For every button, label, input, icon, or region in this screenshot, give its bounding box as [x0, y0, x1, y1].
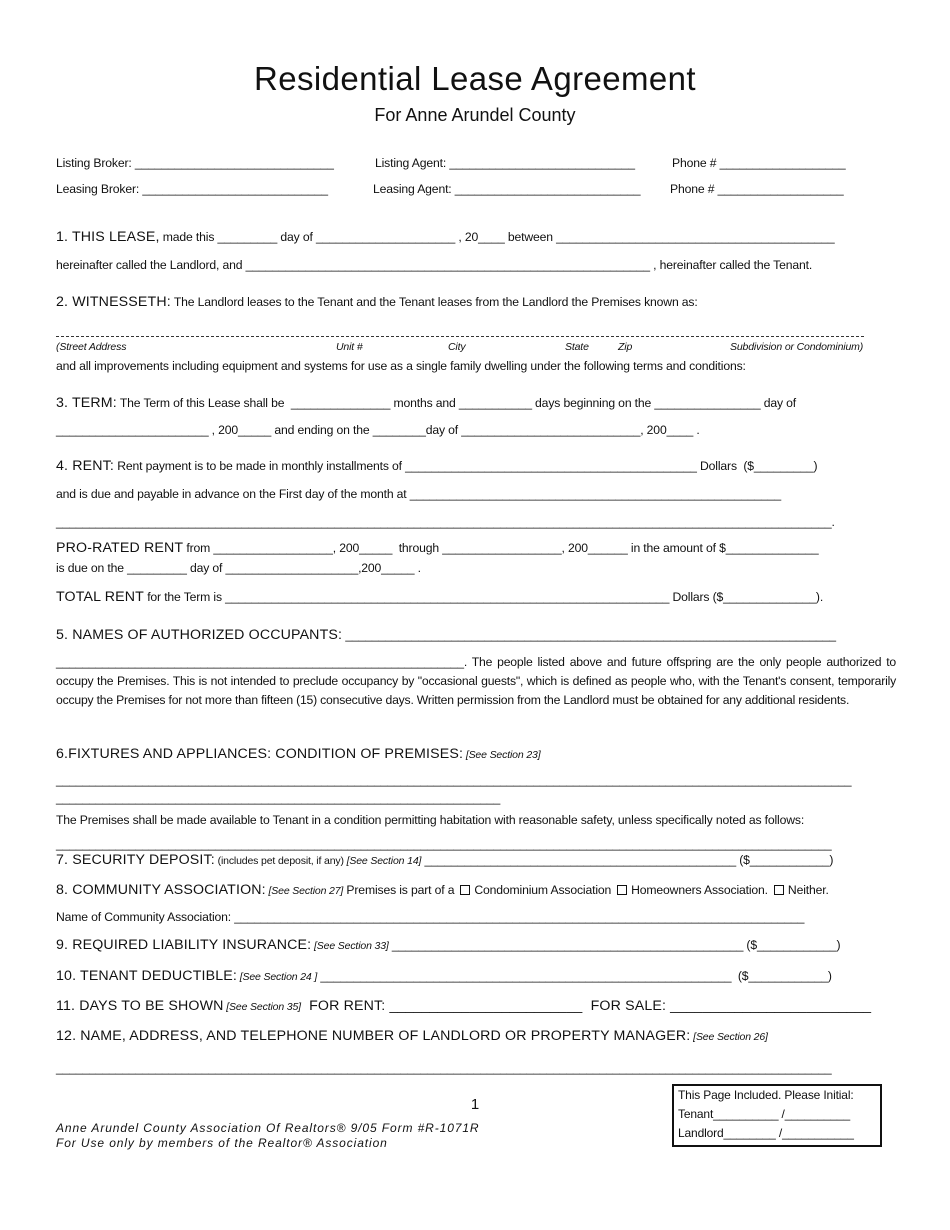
neither-checkbox[interactable] — [774, 885, 784, 895]
for-rent-field: FOR RENT: ________________________ — [300, 998, 583, 1014]
prorated-line-1[interactable] — [56, 541, 819, 555]
section-6-heading: 6.FIXTURES AND APPLIANCES: CONDITION OF PREMISES: — [56, 746, 464, 762]
section-3-heading: 3. TERM: — [56, 395, 117, 411]
section-10-field: ______________________________________________________________ ($____________) — [317, 969, 832, 983]
premises-address-line[interactable] — [56, 336, 864, 337]
total-rent-heading: TOTAL RENT — [56, 589, 144, 605]
neither-label: Neither. — [787, 883, 829, 897]
tenant-initials-field[interactable]: Tenant__________ /__________ — [678, 1107, 850, 1121]
section-2-text: The Landlord leases to the Tenant and the Tenant leases from the Landlord the Premises known as: — [170, 295, 698, 309]
section-10-heading: 10. TENANT DEDUCTIBLE: — [56, 968, 237, 984]
section-11-heading: 11. DAYS TO BE SHOWN — [56, 998, 224, 1014]
section-4-line-1[interactable] — [56, 459, 817, 473]
for-sale-field: FOR SALE: _________________________ — [582, 998, 872, 1014]
section-5-paragraph: ______________________________________________________________. The people listed above and future offspring are the only people authorized to occupy the Premises. This is not intended to preclude occupancy by "occasional guests", which is defined as people who, with the Tenant's consent, temporarily occupy the Premises for not more than fifteen (15) consecutive days. Written permission from the Landlord must be obtained for any additional residents. — [56, 655, 896, 707]
listing-phone-field[interactable]: Phone # ___________________ — [672, 156, 846, 170]
leasing-broker-field[interactable]: Leasing Broker: ____________________________ — [56, 182, 328, 196]
section-4-line-2[interactable]: and is due and payable in advance on the First day of the month at ________________________________________________________ — [56, 487, 781, 501]
section-9-heading: 9. REQUIRED LIABILITY INSURANCE: — [56, 937, 312, 953]
section-1-line-2[interactable]: hereinafter called the Landlord, and _____________________________________________________________ , hereinafter called the Tenant. — [56, 258, 813, 272]
section-10-ref: [See Section 24 ] — [236, 971, 318, 983]
section-4-heading: 4. RENT: — [56, 458, 114, 474]
initials-title: This Page Included. Please Initial: — [678, 1088, 854, 1102]
section-6-line-2[interactable]: ___________________________________________________________________ — [56, 791, 501, 805]
leasing-phone-field[interactable]: Phone # ___________________ — [670, 182, 844, 196]
prorated-text: from __________________, 200_____ through __________________, 200______ in the amount of $______________ — [183, 541, 819, 555]
section-8-text: Premises is part of a — [343, 883, 455, 897]
section-8-line — [56, 883, 829, 897]
prorated-line-2[interactable]: is due on the _________ day of ____________________,200_____ . — [56, 561, 421, 575]
section-12-line[interactable]: _____________________________________________________________________________________________________________________ — [56, 1061, 832, 1075]
section-6-heading-line — [56, 747, 540, 761]
condominium-checkbox[interactable] — [460, 885, 470, 895]
label-zip: Zip — [618, 341, 633, 353]
section-11-ref: [See Section 35] — [223, 1001, 301, 1013]
total-rent-text: for the Term is ___________________________________________________________________ Dollars ($______________). — [143, 590, 824, 604]
section-2-after: and all improvements including equipment and systems for use as a single family dwelling under the following terms and conditions: — [56, 359, 746, 373]
section-7-note: (includes pet deposit, if any) — [214, 855, 344, 867]
total-rent-line[interactable] — [56, 590, 823, 604]
section-8-ref: [See Section 27] — [265, 885, 344, 897]
section-4-text: Rent payment is to be made in monthly installments of ____________________________________________ Dollars ($_________) — [113, 459, 818, 473]
section-10-line[interactable] — [56, 969, 832, 983]
section-5-text: __________________________________________________________________________ — [342, 628, 836, 642]
label-city: City — [448, 341, 466, 353]
section-9-ref: [See Section 33] — [311, 940, 389, 952]
condominium-label: Condominium Association — [474, 883, 612, 897]
listing-agent-field[interactable]: Listing Agent: ____________________________ — [375, 156, 635, 170]
leasing-agent-field[interactable]: Leasing Agent: ____________________________ — [373, 182, 641, 196]
section-7-ref: [See Section 14] — [343, 855, 422, 867]
section-12-heading-line — [56, 1029, 768, 1043]
section-12-ref: [See Section 26] — [690, 1031, 768, 1043]
section-11-line[interactable] — [56, 999, 871, 1013]
section-5-line[interactable] — [56, 628, 836, 642]
section-1-heading: 1. THIS LEASE, — [56, 229, 160, 245]
section-9-field: _____________________________________________________ ($____________) — [388, 938, 841, 952]
section-3-text: The Term of this Lease shall be _______________ months and ___________ days beginning on the ________________ day of — [116, 396, 796, 410]
section-2-heading: 2. WITNESSETH: — [56, 294, 171, 310]
section-2-line — [56, 295, 698, 309]
label-subdivision: Subdivision or Condominium) — [730, 341, 864, 353]
page-number: 1 — [470, 1096, 480, 1113]
section-6-ref: [See Section 23] — [463, 749, 541, 761]
section-5-heading: 5. NAMES OF AUTHORIZED OCCUPANTS: — [56, 627, 343, 643]
homeowners-checkbox[interactable] — [617, 885, 627, 895]
label-unit: Unit # — [336, 341, 363, 353]
section-7-heading: 7. SECURITY DEPOSIT: — [56, 852, 215, 868]
document-title: Residential Lease Agreement — [254, 60, 696, 97]
footer-usage-note: For Use only by members of the Realtor® Association — [56, 1136, 388, 1150]
section-12-heading: 12. NAME, ADDRESS, AND TELEPHONE NUMBER OF LANDLORD OR PROPERTY MANAGER: — [56, 1028, 691, 1044]
document-subtitle: For Anne Arundel County — [374, 105, 576, 125]
label-street-address: (Street Address — [56, 341, 127, 353]
homeowners-label: Homeowners Association. — [631, 883, 768, 897]
section-1-text: made this _________ day of _____________________ , 20____ between __________________________________________ — [159, 230, 835, 244]
initials-box — [672, 1084, 882, 1147]
label-state: State — [565, 341, 589, 353]
section-9-line[interactable] — [56, 938, 840, 952]
landlord-initials-field[interactable]: Landlord________ /___________ — [678, 1126, 854, 1140]
section-6-text: The Premises shall be made available to Tenant in a condition permitting habitation with reasonable safety, unless specifically noted as follows: — [56, 813, 805, 827]
section-4-line-3[interactable]: _____________________________________________________________________________________________________________________. — [56, 515, 835, 529]
section-3-line-1[interactable] — [56, 396, 796, 410]
section-1-line-1[interactable] — [56, 230, 835, 244]
section-8-heading: 8. COMMUNITY ASSOCIATION: — [56, 882, 266, 898]
prorated-heading: PRO-RATED RENT — [56, 540, 184, 556]
listing-broker-field[interactable]: Listing Broker: ______________________________ — [56, 156, 334, 170]
section-3-line-2[interactable]: _______________________ , 200_____ and ending on the ________day of ___________________________, 200____ . — [56, 423, 700, 437]
section-7-line[interactable] — [56, 853, 833, 867]
section-6-line-3[interactable]: _____________________________________________________________________________________________________________________ — [56, 837, 832, 851]
community-association-name-field[interactable]: Name of Community Association: ______________________________________________________________________________________ — [56, 910, 805, 924]
section-7-field: _______________________________________________ ($____________) — [421, 853, 834, 867]
section-6-line-1[interactable]: ________________________________________________________________________________________________________________________ — [56, 773, 852, 787]
footer-form-id: Anne Arundel County Association Of Realtors® 9/05 Form #R-1071R — [56, 1121, 480, 1135]
